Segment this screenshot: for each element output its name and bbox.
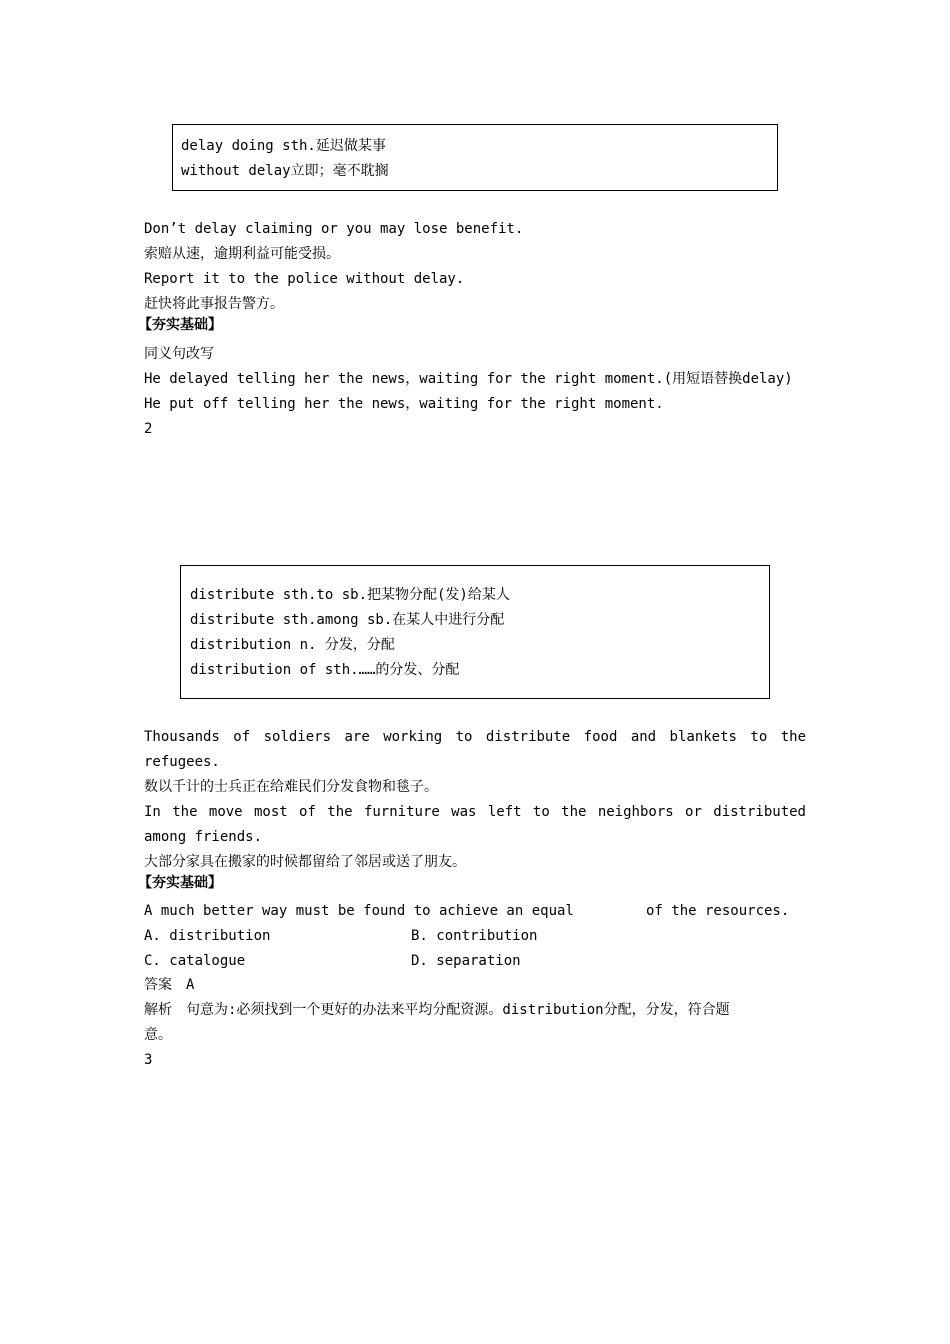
question-text: A much better way must be found to achieve an equal [144,903,574,919]
page-number: 3 [144,1052,153,1068]
question-blank [572,901,644,921]
example-translation: 大部分家具在搬家的时候都留给了邻居或送了朋友。 [144,854,466,870]
example-sentence-cont: among friends. [144,829,263,845]
exercise-title: 同义句改写 [144,346,214,362]
option-d: D. separation [411,953,521,969]
box-line: distribute sth.to sb.把某物分配(发)给某人 [190,587,510,603]
analysis-cont: 意。 [144,1027,172,1043]
option-c: C. catalogue [144,953,246,969]
option-b: B. contribution [411,928,538,944]
page-number: 2 [144,421,153,437]
exercise-answer: He put off telling her the news，waiting for the right moment. [144,396,664,412]
section-heading: 【夯实基础】 [138,317,222,333]
example-translation: 索赔从速，逾期利益可能受损。 [144,246,340,262]
box-line: distribute sth.among sb.在某人中进行分配 [190,612,505,628]
example-sentence-cont: refugees. [144,754,220,770]
example-translation: 数以千计的士兵正在给难民们分发食物和毯子。 [144,779,438,795]
example-sentence: Don’t delay claiming or you may lose benefit. [144,221,524,237]
example-sentence: In the move most of the furniture was left to the neighbors or distributed [144,804,806,820]
question-text-end: of the resources. [646,903,790,919]
example-sentence: Report it to the police without delay. [144,271,465,287]
answer: 答案 A [144,977,195,993]
box-line: delay doing sth.延迟做某事 [181,138,386,154]
example-sentence: Thousands of soldiers are working to distribute food and blankets to the [144,729,806,745]
option-a: A. distribution [144,928,271,944]
section-heading: 【夯实基础】 [138,875,222,891]
box-line: without delay立即；毫不耽搁 [181,163,389,179]
exercise-question: He delayed telling her the news，waiting for the right moment.(用短语替换delay) [144,371,793,387]
box-line: distribution n. 分发，分配 [190,637,395,653]
example-translation: 赶快将此事报告警方。 [144,296,284,312]
analysis: 解析 句意为:必须找到一个更好的办法来平均分配资源。distribution分配，分发，符合题 [144,1002,730,1018]
box-line: distribution of sth.……的分发、分配 [190,662,460,678]
